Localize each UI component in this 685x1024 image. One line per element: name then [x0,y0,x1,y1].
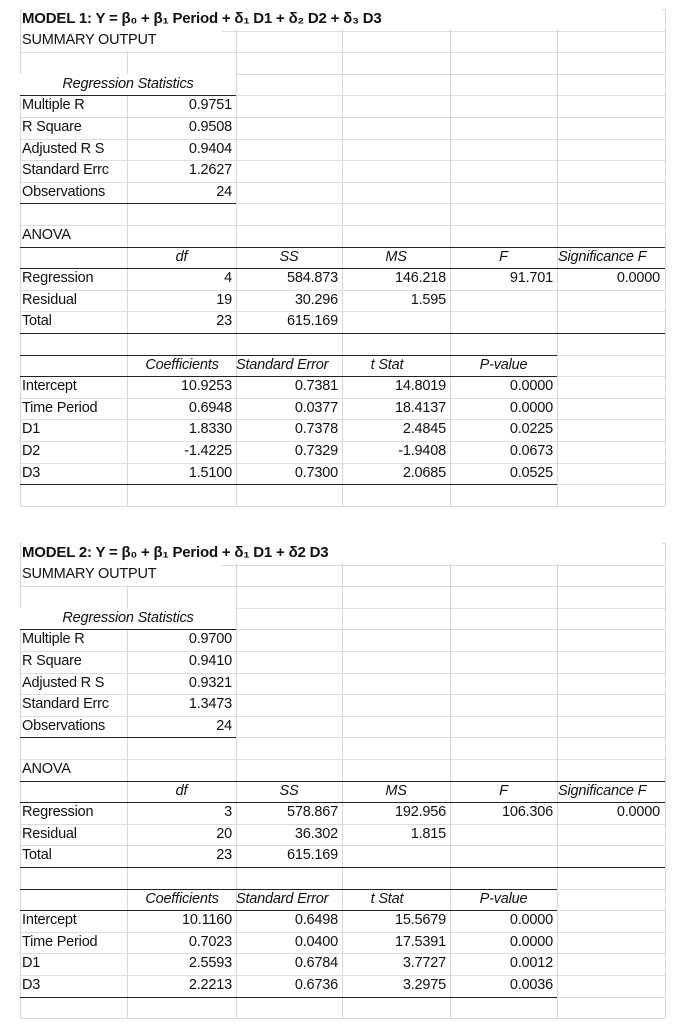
coef-header-p: P-value [479,356,528,373]
anova-ss: 615.169 [286,847,338,864]
anova-row-label: Total [22,847,52,864]
coef-value: 1.8330 [188,421,232,438]
coef-value: 2.2213 [188,977,232,993]
gridline [20,1018,665,1019]
anova-ms: 192.956 [394,804,446,821]
anova-df: 3 [224,804,232,821]
regstats-bottom-rule [20,737,236,738]
model2-sheet [20,543,665,1018]
coef-se: 0.6736 [294,977,338,993]
anova-bottom-rule [20,867,665,868]
coef-p: 0.0000 [509,399,553,416]
regstats-label: Standard Errc [22,162,109,179]
model-title: MODEL 1: Y = β₀ + β₁ Period + δ₁ D1 + δ₂ D2 + δ₃ D3 [22,8,662,29]
anova-ss: 36.302 [294,825,338,842]
coef-se: 0.0377 [294,399,338,416]
coef-p: 0.0525 [509,464,553,481]
model1-sheet [20,9,665,506]
anova-row-label: Residual [22,291,77,308]
coef-p: 0.0000 [509,912,553,929]
anova-df: 4 [224,270,232,287]
coef-t: 14.8019 [394,378,446,395]
coef-header-t: t Stat [370,890,404,907]
coef-bottom-rule [20,997,557,998]
anova-ss: 584.873 [286,270,338,287]
anova-header-ss: SS [279,782,299,799]
anova-bottom-rule [20,333,665,334]
anova-header-ss: SS [279,248,299,265]
coef-row-label: D1 [22,421,41,438]
coef-value: 1.5100 [188,464,232,481]
coef-p: 0.0000 [509,933,553,950]
anova-ms: 146.218 [394,270,446,287]
coef-row-label: Time Period [22,399,98,416]
anova-ss: 615.169 [286,313,338,330]
anova-row-label: Regression [22,804,94,821]
anova-sig: 0.0000 [616,804,660,821]
coef-t: 17.5391 [394,933,446,950]
gridline [665,9,666,506]
coef-se: 0.7381 [294,378,338,395]
coef-row-label: Intercept [22,912,77,929]
coef-header-coef: Coefficients [145,356,219,373]
regstats-value: 0.9751 [188,97,232,114]
coef-t: 18.4137 [394,399,446,416]
coef-t: 3.7727 [402,955,446,972]
regstats-label: Observations [22,717,106,734]
regstats-label: Multiple R [22,97,85,114]
regstats-header: Regression Statistics [20,74,236,95]
anova-ss: 578.867 [286,804,338,821]
anova-header-f: F [499,248,508,265]
coef-bottom-rule [20,484,557,485]
coef-value: 10.9253 [180,378,232,395]
anova-df: 19 [216,291,232,308]
gridline [665,543,666,1018]
coef-header-se: Standard Error [236,890,329,907]
regstats-value: 0.9700 [188,631,232,648]
anova-label: ANOVA [22,227,71,243]
coef-p: 0.0225 [509,421,553,438]
regstats-value: 1.2627 [188,162,232,179]
anova-header-sig: Significance F [558,782,647,799]
regstats-value: 0.9410 [188,653,232,669]
coef-row-label: D2 [22,443,41,459]
anova-df: 23 [216,313,232,330]
coef-header-se: Standard Error [236,356,329,373]
coef-se: 0.7300 [294,464,338,481]
coef-row-label: Time Period [22,933,98,950]
summary-output-label: SUMMARY OUTPUT [22,30,222,51]
coef-t: 3.2975 [402,977,446,993]
anova-row-label: Regression [22,270,94,287]
coef-se: 0.0400 [294,933,338,950]
anova-df: 23 [216,847,232,864]
regstats-value: 24 [216,183,232,200]
anova-f: 106.306 [501,804,553,821]
coef-row-label: Intercept [22,378,77,395]
regstats-label: Adjusted R S [22,674,105,691]
coef-t: 2.0685 [402,464,446,481]
coef-se: 0.7329 [294,443,338,459]
coef-p: 0.0036 [509,977,553,993]
regstats-label: Standard Errc [22,696,109,713]
coef-header-t: t Stat [370,356,404,373]
coef-t: -1.9408 [398,443,446,459]
regstats-value: 24 [216,717,232,734]
anova-header-df: df [175,782,188,799]
regstats-header: Regression Statistics [20,608,236,629]
regstats-label: Adjusted R S [22,140,105,157]
coef-se: 0.7378 [294,421,338,438]
coef-p: 0.0673 [509,443,553,459]
regstats-label: R Square [22,653,82,669]
anova-ms: 1.815 [410,825,446,842]
anova-header-f: F [499,782,508,799]
anova-sig: 0.0000 [616,270,660,287]
coef-row-label: D1 [22,955,41,972]
coef-header-p: P-value [479,890,528,907]
coef-value: 0.6948 [188,399,232,416]
coef-value: 0.7023 [188,933,232,950]
regstats-value: 0.9404 [188,140,232,157]
coef-p: 0.0000 [509,378,553,395]
coef-header-coef: Coefficients [145,890,219,907]
regstats-label: Observations [22,183,106,200]
coef-p: 0.0012 [509,955,553,972]
coef-t: 15.5679 [394,912,446,929]
regstats-value: 0.9508 [188,119,232,135]
coef-row-label: D3 [22,464,41,481]
anova-row-label: Total [22,313,52,330]
coef-value: -1.4225 [184,443,232,459]
anova-f: 91.701 [509,270,553,287]
coef-se: 0.6498 [294,912,338,929]
regstats-label: R Square [22,119,82,135]
anova-df: 20 [216,825,232,842]
coef-value: 10.1160 [182,912,232,929]
coef-t: 2.4845 [402,421,446,438]
summary-output-label: SUMMARY OUTPUT [22,564,222,585]
anova-ms: 1.595 [410,291,446,308]
coef-value: 2.5593 [188,955,232,972]
anova-header-ms: MS [385,782,407,799]
regstats-value: 1.3473 [188,696,232,713]
anova-header-sig: Significance F [558,248,647,265]
anova-header-df: df [175,248,188,265]
anova-row-label: Residual [22,825,77,842]
coef-se: 0.6784 [294,955,338,972]
gridline [20,506,665,507]
anova-ss: 30.296 [294,291,338,308]
regstats-value: 0.9321 [188,674,232,691]
model-title: MODEL 2: Y = β₀ + β₁ Period + δ₁ D1 + δ2 D3 [22,542,662,563]
regstats-label: Multiple R [22,631,85,648]
anova-label: ANOVA [22,761,71,777]
anova-header-ms: MS [385,248,407,265]
coef-row-label: D3 [22,977,41,993]
regstats-bottom-rule [20,203,236,204]
